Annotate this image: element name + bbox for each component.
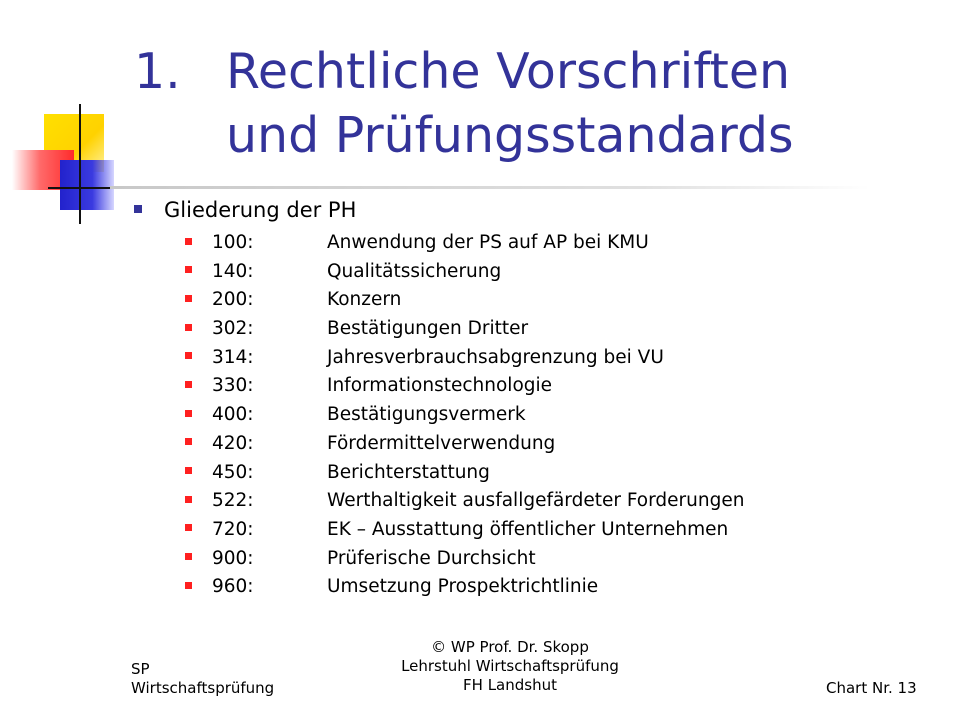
title-line-2: und Prüfungsstandards — [226, 107, 794, 164]
title-number: 1. — [134, 43, 181, 100]
item-text: EK – Ausstattung öffentlicher Unternehmen — [327, 518, 729, 540]
item-text: Fördermittelverwendung — [327, 432, 556, 454]
footer-left — [131, 660, 274, 698]
section-heading: Gliederung der PH — [164, 198, 357, 222]
footer-copyright: © WP Prof. Dr. Skopp — [431, 638, 589, 656]
item-code: 420: — [212, 432, 254, 454]
standards-list — [185, 229, 744, 602]
item-code: 450: — [212, 461, 254, 483]
list-item — [185, 459, 744, 488]
footer-center — [360, 638, 660, 695]
square-bullet-icon — [185, 324, 192, 331]
list-item — [185, 315, 744, 344]
item-text: Umsetzung Prospektrichtlinie — [327, 576, 599, 598]
item-text: Prüferische Durchsicht — [327, 547, 536, 569]
slide-number: Chart Nr. 13 — [826, 679, 917, 697]
item-text: Bestätigungsvermerk — [327, 404, 526, 426]
item-text: Bestätigungen Dritter — [327, 318, 529, 340]
footer-institution: Lehrstuhl Wirtschaftsprüfung — [401, 657, 619, 675]
item-text: Informationstechnologie — [327, 375, 553, 397]
blue-square-shape — [60, 160, 114, 210]
item-code: 960: — [212, 576, 254, 598]
square-bullet-icon — [185, 553, 192, 560]
vertical-line-shape — [79, 104, 81, 224]
list-item — [185, 430, 744, 459]
item-code: 314: — [212, 346, 254, 368]
square-bullet-icon — [185, 295, 192, 302]
square-bullet-icon — [185, 410, 192, 417]
item-code: 330: — [212, 375, 254, 397]
item-text: Werthaltigkeit ausfallgefärdeter Forderungen — [327, 490, 745, 512]
list-item — [185, 545, 744, 574]
item-code: 302: — [212, 318, 254, 340]
item-code: 900: — [212, 547, 254, 569]
square-bullet-icon — [185, 467, 192, 474]
title-line-1: Rechtliche Vorschriften — [226, 43, 791, 100]
item-text: Konzern — [327, 289, 402, 311]
footer-left-line-2: Wirtschaftsprüfung — [131, 679, 275, 697]
square-bullet-icon — [185, 352, 192, 359]
item-text: Anwendung der PS auf AP bei KMU — [327, 232, 649, 253]
slide-title — [134, 40, 944, 168]
list-item — [185, 229, 744, 258]
item-code: 720: — [212, 518, 254, 540]
list-item — [185, 344, 744, 373]
item-code: 200: — [212, 289, 254, 311]
list-item — [185, 573, 744, 602]
item-code: 100: — [212, 232, 254, 253]
square-bullet-icon — [185, 381, 192, 388]
square-bullet-icon — [185, 438, 192, 445]
item-code: 522: — [212, 490, 254, 512]
decorative-logo — [0, 0, 140, 230]
item-code: 400: — [212, 404, 254, 426]
footer-left-line-1: SP — [131, 660, 150, 678]
footer-location: FH Landshut — [463, 676, 557, 694]
section-bullet — [134, 196, 356, 224]
item-text: Qualitätssicherung — [327, 260, 502, 282]
square-bullet-icon — [185, 496, 192, 503]
square-bullet-icon — [185, 238, 192, 245]
title-divider — [110, 186, 870, 189]
square-bullet-icon — [185, 524, 192, 531]
square-bullet-icon — [134, 205, 142, 213]
square-bullet-icon — [185, 582, 192, 589]
list-item — [185, 258, 744, 287]
list-item — [185, 401, 744, 430]
list-item — [185, 372, 744, 401]
item-text: Berichterstattung — [327, 461, 490, 483]
list-item — [185, 487, 744, 516]
list-item — [185, 286, 744, 315]
square-bullet-icon — [185, 266, 192, 273]
item-code: 140: — [212, 260, 254, 282]
list-item — [185, 516, 744, 545]
item-text: Jahresverbrauchsabgrenzung bei VU — [327, 346, 664, 368]
